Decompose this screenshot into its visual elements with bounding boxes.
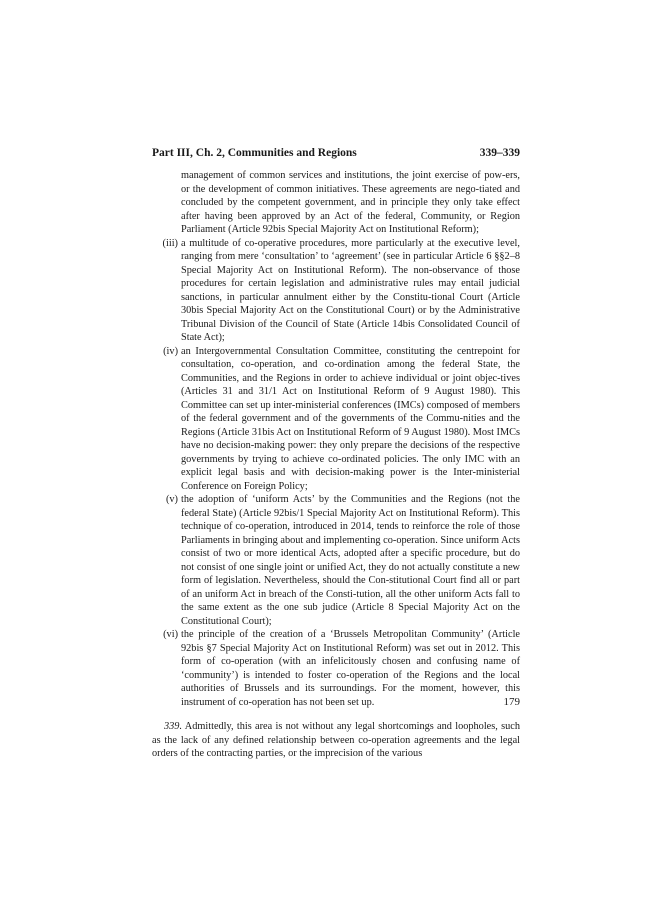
list-item-text: an Intergovernmental Consultation Committee, constituting the centrepoint for consultation, co-operation, and co-ordination among the federal State, the Communities, and the Regions in order to achieve individual or joint objec-tives (Articles 31 and 31/1 Act on Institutional Reform of 9 August 1980). This Committee can set up inter-ministerial conferences (IMCs) composed of members of the federal government and of the governments of the Commu-nities and the Regions (Article 31bis Act on Institutional Reform of 9 August 1980). Most IMCs have no decision-making power: they only prepare the decisions of the respective governments by trying to achieve co-ordinated policies. The only IMC with an explicit legal basis and with decision-making power is the Inter-ministerial Conference on Foreign Policy; — [181, 345, 520, 492]
list-item — [152, 169, 520, 237]
list-item — [152, 493, 520, 628]
list-item — [152, 237, 520, 345]
paragraph-339 — [152, 720, 520, 761]
cooperation-list — [152, 169, 520, 709]
list-item-text: management of common services and institutions, the joint exercise of pow-ers, or the development of common initiatives. These agreements are nego-tiated and concluded by the competent government, and in principle they only take effect after having been approved by an Act of the federal, Community, or Region Parliament (Article 92bis Special Majority Act on Institutional Reform); — [181, 170, 520, 235]
list-item-number: (iii) — [162, 237, 178, 249]
paragraph-text: Admittedly, this area is not without any legal shortcomings and loopholes, such as the lack of any defined relationship between co-operation agreements and the legal orders of the contracting parties, or the imprecision of the various — [152, 721, 520, 759]
header-paragraph-range: 339–339 — [479, 147, 520, 159]
list-item-text: the adoption of ‘uniform Acts’ by the Communities and the Regions (not the federal State) (Article 92bis/1 Special Majority Act on Institutional Reform). This technique of co-operation, introduced in 2014, tends to reinforce the role of those Parliaments in bringing about and implementing co-operation. Since uniform Acts consist of two or more identical Acts, adopted after a specific procedure, but do not consist of one single joint or unified Act, they do not actually constitute a new form of legislation. Nevertheless, should the Con-stitutional Court find all or part of an uniform Act in breach of the Consti-tution, all the other uniform Acts fall to the same extent as the one sub judice (Article 8 Special Majority Act on the Constitutional Court); — [181, 494, 520, 627]
header-title: Part III, Ch. 2, Communities and Regions — [152, 147, 357, 159]
paragraph-number: 339. — [164, 721, 183, 732]
list-item-number: (iv) — [163, 345, 178, 357]
list-item-number: (v) — [165, 494, 178, 505]
page-number: 179 — [503, 696, 520, 708]
list-item-number: (vi) — [163, 629, 178, 640]
running-header — [152, 146, 520, 160]
list-item-text: a multitude of co-operative procedures, more particularly at the executive level, ranging from mere ‘consultation’ to ‘agreement’ (see in particular Article 6 §§2–8 Special Majority Act on Institutional Reform). The non-observance of those procedures for certain legislation and administrative rules may entail judicial sanctions, in particular annulment either by the Constitu-tional Court (Article 30bis Special Majority Act on the Constitutional Court) or by the Administrative Tribunal Division of the Council of State (Article 14bis Consolidated Council of State Act); — [181, 237, 520, 343]
list-item — [152, 345, 520, 494]
list-item-text: the principle of the creation of a ‘Brussels Metropolitan Community’ (Article 92bis §7 Special Majority Act on Institutional Reform) was set out in 2012. This form of co-operation (with an infelicitously chosen and confusing name of ‘community’) is intended to foster co-operation of the Regions and the local authorities of Brussels and its surroundings. For the moment, however, this instrument of co-operation has not been set up. — [181, 629, 520, 708]
page-body — [152, 146, 520, 761]
